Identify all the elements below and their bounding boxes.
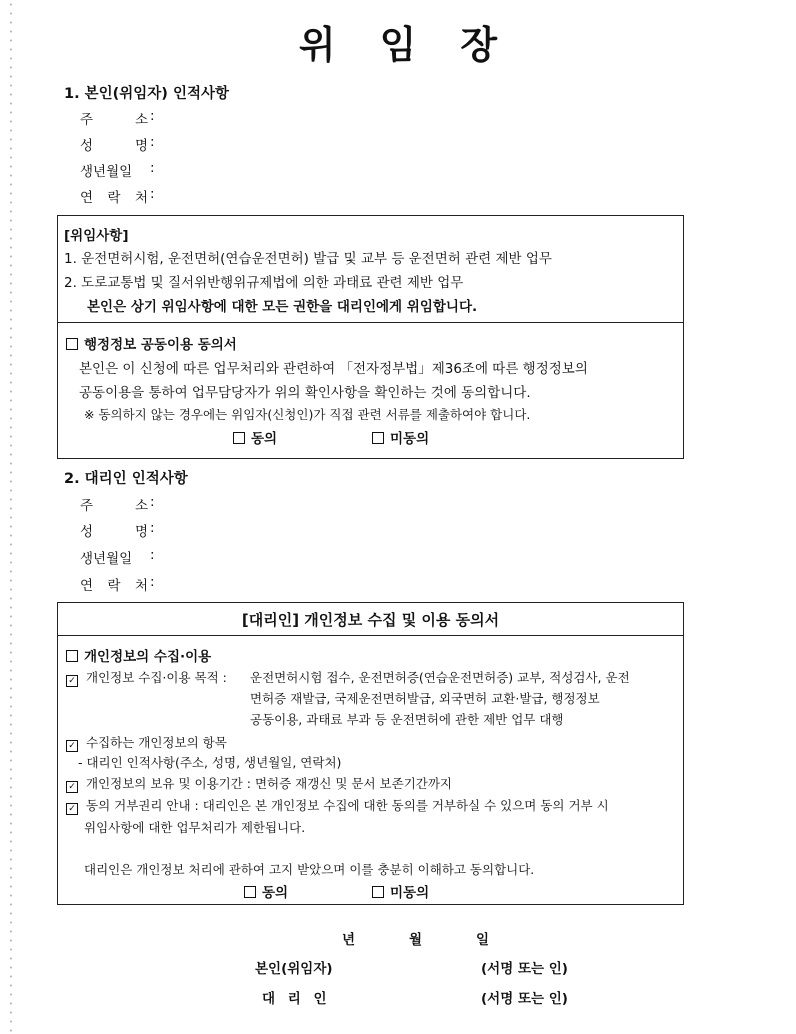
title-char-3: 장 — [460, 23, 498, 67]
checked-box-icon: ✓ — [66, 781, 78, 793]
privacy-purpose-line-1: 운전면허시험 접수, 운전면허증(연습운전면허증) 교부, 적성검사, 운전 — [250, 670, 630, 685]
page-edge-dots — [10, 0, 12, 1034]
privacy-heading: [대리인] 개인정보 수집 및 이용 동의서 — [241, 611, 500, 629]
checkbox-icon[interactable] — [66, 650, 78, 662]
privacy-refusal-line-2: 위임사항에 대한 업무처리가 제한됩니다. — [84, 820, 306, 835]
privacy-items-detail: - 대리인 인적사항(주소, 성명, 생년월일, 연락처) — [78, 755, 342, 770]
field-label: 성 명 — [80, 138, 148, 154]
field-label: 주 소 — [80, 498, 148, 514]
agent-name-field[interactable] — [80, 520, 155, 540]
admin-info-heading: 행정정보 공동이용 동의서 — [84, 337, 237, 353]
field-colon: : — [150, 574, 155, 590]
agent-signature-label: 대 리 인 — [262, 991, 331, 1007]
disagree-checkbox-icon[interactable] — [372, 886, 384, 898]
privacy-disagree-option[interactable] — [372, 881, 429, 901]
delegation-heading: [위임사항] — [64, 228, 129, 244]
agent-birthdate-field[interactable] — [80, 547, 155, 567]
checked-box-icon: ✓ — [66, 675, 78, 687]
principal-contact-field[interactable] — [80, 186, 155, 206]
field-colon: : — [150, 134, 155, 150]
disagree-checkbox-icon[interactable] — [372, 432, 384, 444]
delegation-item-1: 1. 운전면허시험, 운전면허(연습운전면허) 발급 및 교부 등 운전면허 관련 제반 업무 — [64, 251, 552, 267]
field-colon: : — [150, 186, 155, 202]
page-title — [0, 14, 796, 69]
privacy-items-label: 수집하는 개인정보의 항목 — [86, 735, 227, 750]
section2-heading: 2. 대리인 인적사항 — [64, 471, 188, 487]
field-colon: : — [150, 160, 155, 176]
field-colon: : — [150, 520, 155, 536]
field-label: 생년월일 — [80, 551, 133, 567]
field-colon: : — [150, 547, 155, 563]
principal-name-field[interactable] — [80, 134, 155, 154]
privacy-refusal-line-1: 동의 거부권리 안내 : 대리인은 본 개인정보 수집에 대한 동의를 거부하실 수 있으며 동의 거부 시 — [86, 798, 609, 813]
admin-info-note: ※ 동의하지 않는 경우에는 위임자(신청인)가 직접 관련 서류를 제출하여야 합니다. — [84, 407, 531, 422]
title-char-1: 위 — [298, 23, 336, 67]
principal-signature-field[interactable]: (서명 또는 인) — [481, 961, 568, 977]
delegation-statement: 본인은 상기 위임사항에 대한 모든 권한을 대리인에게 위임합니다. — [87, 299, 478, 315]
date-year-label: 년 — [342, 932, 356, 948]
field-label: 주 소 — [80, 112, 148, 128]
checkbox-icon[interactable] — [66, 338, 78, 350]
agree-label: 동의 — [251, 431, 278, 447]
admin-info-body-1: 본인은 이 신청에 따른 업무처리와 관련하여 「전자정부법」제36조에 따른 행정정보의 — [79, 361, 588, 377]
agree-label: 동의 — [262, 885, 289, 901]
section1-heading: 1. 본인(위임자) 인적사항 — [64, 86, 230, 102]
date-day-label: 일 — [476, 932, 490, 948]
principal-birthdate-field[interactable] — [80, 160, 155, 180]
privacy-items-row — [66, 733, 227, 752]
disagree-label: 미동의 — [390, 431, 430, 447]
admin-info-body-2: 공동이용을 통하여 업무담당자가 위의 확인사항을 확인하는 것에 동의합니다. — [79, 385, 531, 401]
agent-signature-field[interactable]: (서명 또는 인) — [481, 991, 568, 1007]
admin-info-disagree-option[interactable] — [372, 427, 429, 447]
admin-info-heading-row — [66, 333, 237, 353]
title-char-2: 임 — [379, 23, 417, 67]
agree-checkbox-icon[interactable] — [244, 886, 256, 898]
privacy-sub-heading: 개인정보의 수집·이용 — [84, 649, 212, 665]
agent-address-field[interactable] — [80, 494, 155, 514]
field-colon: : — [150, 494, 155, 510]
privacy-purpose-line-3: 공동이용, 과태료 부과 등 운전면허에 관한 제반 업무 대행 — [250, 712, 564, 727]
date-month-label: 월 — [409, 932, 423, 948]
privacy-closing: 대리인은 개인정보 처리에 관하여 고지 받았으며 이를 충분히 이해하고 동의합니다. — [84, 862, 535, 877]
privacy-purpose-label: 개인정보 수집·이용 목적 : — [86, 670, 227, 685]
delegation-item-2: 2. 도로교통법 및 질서위반행위규제법에 의한 과태료 관련 제반 업무 — [64, 275, 464, 291]
field-colon: : — [150, 108, 155, 124]
disagree-label: 미동의 — [390, 885, 430, 901]
checked-box-icon: ✓ — [66, 803, 78, 815]
field-label: 연 락 처 — [80, 578, 148, 594]
principal-address-field[interactable] — [80, 108, 155, 128]
agent-contact-field[interactable] — [80, 574, 155, 594]
privacy-retention-row — [66, 774, 452, 793]
principal-signature-label: 본인(위임자) — [255, 961, 333, 977]
privacy-purpose-row — [66, 668, 227, 687]
agree-checkbox-icon[interactable] — [233, 432, 245, 444]
privacy-purpose-line-2: 면허증 재발급, 국제운전면허발급, 외국면허 교환·발급, 행정정보 — [250, 691, 600, 706]
privacy-sub-heading-row — [66, 645, 211, 665]
privacy-agree-option[interactable] — [244, 881, 288, 901]
checked-box-icon: ✓ — [66, 740, 78, 752]
privacy-retention: 개인정보의 보유 및 이용기간 : 면허증 재갱신 및 문서 보존기간까지 — [86, 776, 452, 791]
admin-info-agree-option[interactable] — [233, 427, 277, 447]
field-label: 생년월일 — [80, 164, 133, 180]
privacy-refusal-row — [66, 796, 609, 815]
field-label: 연 락 처 — [80, 190, 148, 206]
field-label: 성 명 — [80, 524, 148, 540]
